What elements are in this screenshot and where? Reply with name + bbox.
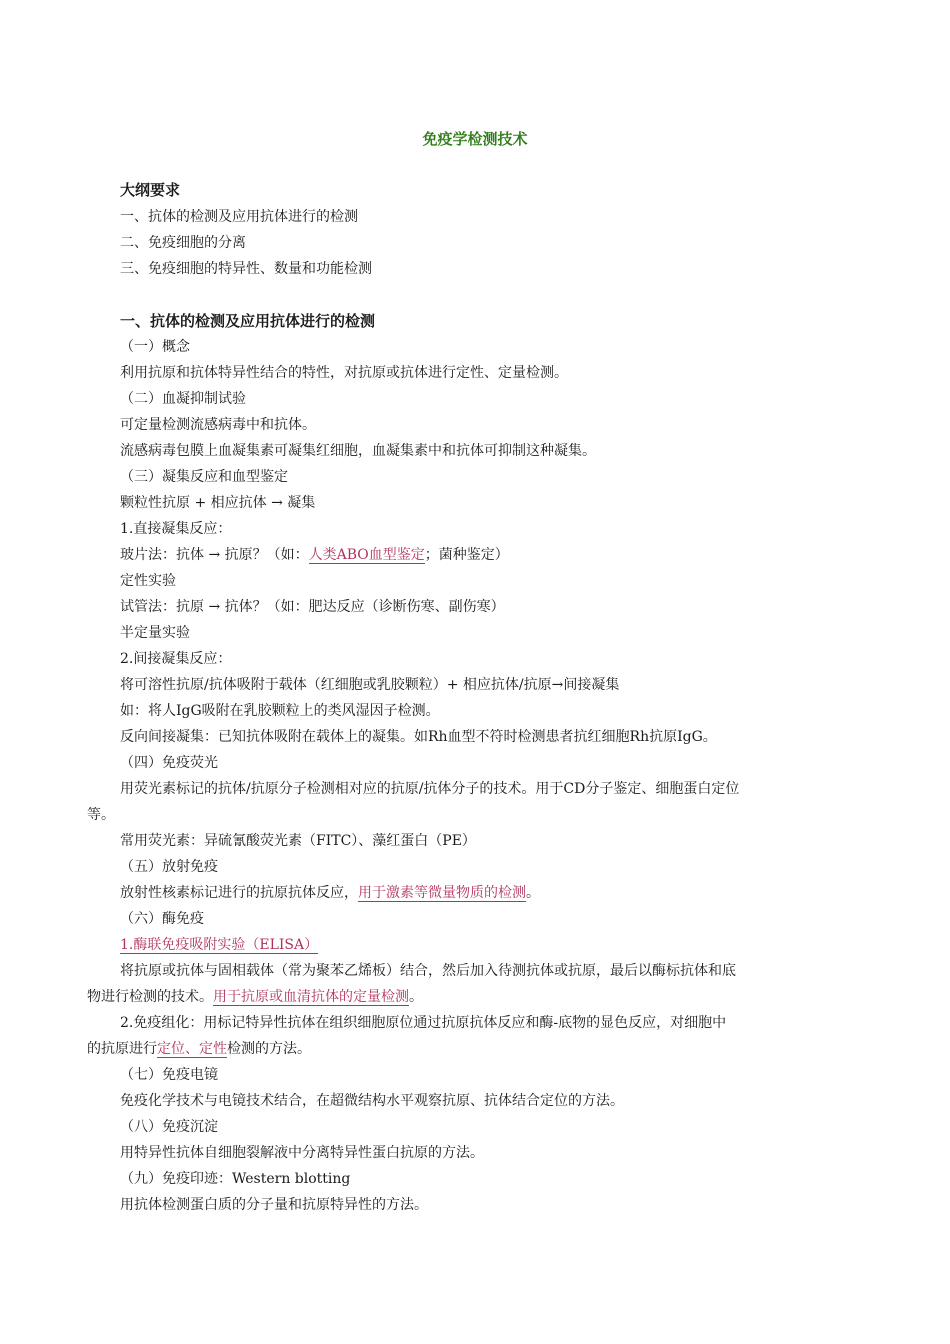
section-heading: 一、抗体的检测及应用抗体进行的检测 (120, 312, 376, 330)
subsection-label: （六）酶免疫 (120, 911, 204, 927)
paragraph: 免疫化学技术与电镜技术结合，在超微结构水平观察抗原、抗体结合定位的方法。 (120, 1093, 624, 1109)
subsection-label: （三）凝集反应和血型鉴定 (120, 469, 288, 485)
paragraph (87, 1039, 311, 1059)
subsection-label: （四）免疫荧光 (120, 755, 218, 771)
outline-item: 二、免疫细胞的分离 (120, 235, 246, 251)
subsection-label: （五）放射免疫 (120, 859, 218, 875)
paragraph (120, 883, 540, 903)
paragraph: 1.直接凝集反应： (120, 521, 232, 537)
paragraph: 用特异性抗体自细胞裂解液中分离特异性蛋白抗原的方法。 (120, 1145, 484, 1161)
text-span: 的抗原进行 (87, 1041, 157, 1057)
paragraph (120, 545, 509, 565)
paragraph: 半定量实验 (120, 625, 190, 641)
paragraph: 2.间接凝集反应： (120, 651, 232, 667)
paragraph (87, 987, 423, 1007)
text-span: 放射性核素标记进行的抗原抗体反应， (120, 885, 358, 901)
text-span: 。 (409, 989, 423, 1005)
subsection-label: （一）概念 (120, 339, 190, 355)
highlight-text: 人类ABO血型鉴定 (308, 547, 425, 563)
paragraph: 用抗体检测蛋白质的分子量和抗原特异性的方法。 (120, 1197, 428, 1213)
text-span: ；菌种鉴定） (424, 547, 509, 563)
highlight-text: 用于激素等微量物质的检测 (358, 885, 526, 901)
text-span: 。 (526, 885, 540, 901)
paragraph: 将抗原或抗体与固相载体（常为聚苯乙烯板）结合，然后加入待测抗体或抗原，最后以酶标抗体和底 (120, 963, 736, 979)
highlight-text: 定位、定性 (157, 1041, 227, 1057)
subsection-label: （八）免疫沉淀 (120, 1119, 218, 1135)
highlight-text: 1.酶联免疫吸附实验（ELISA） (120, 937, 319, 953)
subsection-label: （二）血凝抑制试验 (120, 391, 246, 407)
page-title: 免疫学检测技术 (422, 130, 528, 148)
outline-heading: 大纲要求 (120, 181, 181, 199)
paragraph: 流感病毒包膜上血凝集素可凝集红细胞，血凝集素中和抗体可抑制这种凝集。 (120, 443, 596, 459)
paragraph: 可定量检测流感病毒中和抗体。 (120, 417, 316, 433)
paragraph: 如：将人IgG吸附在乳胶颗粒上的类风湿因子检测。 (120, 703, 440, 719)
subsection-label: （九）免疫印迹：Western blotting (120, 1171, 351, 1187)
paragraph: 常用荧光素：异硫氰酸荧光素（FITC）、藻红蛋白（PE） (120, 833, 476, 849)
paragraph (120, 935, 318, 955)
paragraph: 定性实验 (120, 573, 176, 589)
paragraph: 2.免疫组化：用标记特异性抗体在组织细胞原位通过抗原抗体反应和酶-底物的显色反应，对细胞中 (120, 1015, 727, 1031)
paragraph: 等。 (87, 807, 115, 823)
highlight-text: 用于抗原或血清抗体的定量检测 (213, 989, 409, 1005)
paragraph: 试管法：抗原 → 抗体？（如：肥达反应（诊断伤寒、副伤寒） (120, 599, 505, 615)
paragraph: 将可溶性抗原/抗体吸附于载体（红细胞或乳胶颗粒）+ 相应抗体/抗原→间接凝集 (120, 677, 620, 693)
formula: 颗粒性抗原 + 相应抗体 → 凝集 (120, 495, 316, 511)
outline-item: 一、抗体的检测及应用抗体进行的检测 (120, 209, 358, 225)
text-span: 物进行检测的技术。 (87, 989, 213, 1005)
text-span: 玻片法：抗体 → 抗原？（如： (120, 547, 309, 563)
paragraph: 反向间接凝集：已知抗体吸附在载体上的凝集。如Rh血型不符时检测患者抗红细胞Rh抗原IgG。 (120, 729, 717, 745)
outline-item: 三、免疫细胞的特异性、数量和功能检测 (120, 261, 372, 277)
subsection-label: （七）免疫电镜 (120, 1067, 218, 1083)
text-span: 检测的方法。 (227, 1041, 311, 1057)
paragraph: 用荧光素标记的抗体/抗原分子检测相对应的抗原/抗体分子的技术。用于CD分子鉴定、细胞蛋白定位 (120, 781, 740, 797)
paragraph: 利用抗原和抗体特异性结合的特性，对抗原或抗体进行定性、定量检测。 (120, 365, 568, 381)
